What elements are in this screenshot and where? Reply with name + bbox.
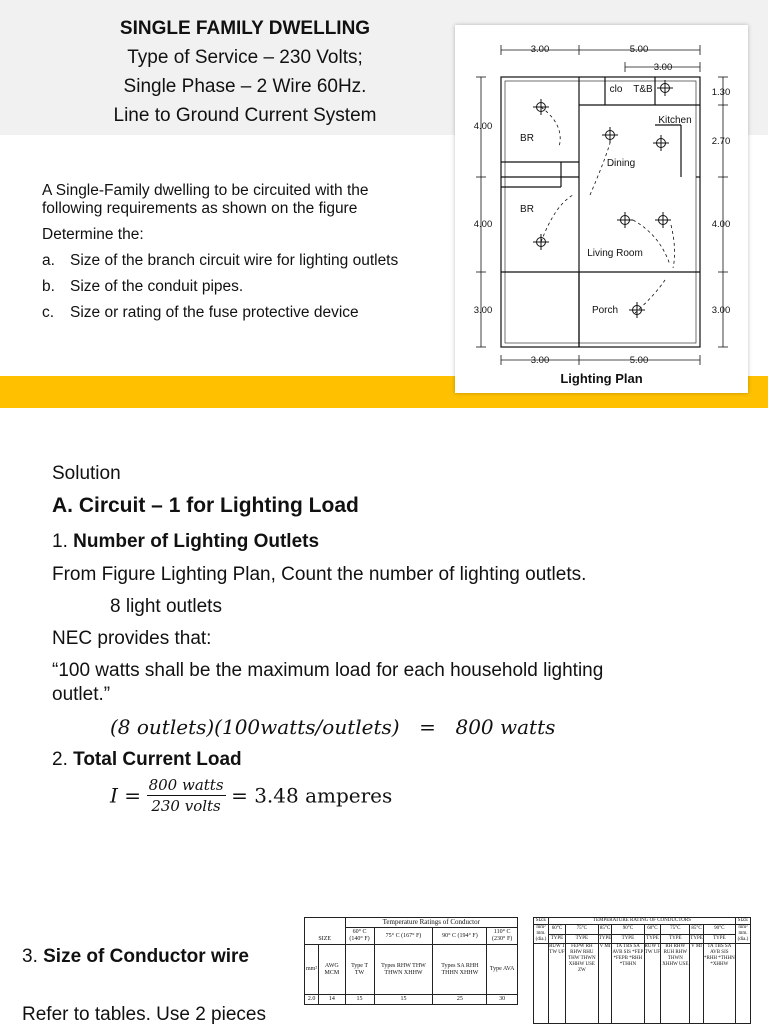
table-temp-header: 60°C	[644, 925, 661, 935]
table-unit-header: AWG MCM	[319, 945, 345, 995]
dim-left-2: 4.00	[473, 219, 493, 230]
conductor-ampacity-table	[304, 917, 518, 1024]
step-3-heading	[22, 946, 249, 968]
table-cell: 2.0	[305, 995, 319, 1005]
table-cell: 25	[433, 995, 487, 1005]
table-type-list: TA TBS SA AVB SIS *FEP *FEPB *RHH *THHN	[612, 944, 644, 1024]
room-label-kitchen: Kitchen	[658, 115, 692, 126]
room-label-br-1: BR	[520, 133, 534, 144]
floor-plan-drawing	[455, 25, 748, 393]
lighting-plan-figure	[455, 25, 748, 393]
equation-equals: =	[419, 715, 436, 739]
table-temp-header: 60° C (140° F)	[345, 928, 374, 945]
table-type-label: TYPE	[703, 934, 735, 944]
dim-bottom-left: 3.00	[530, 355, 550, 366]
problem-description	[42, 182, 412, 330]
table-cell: 15	[374, 995, 433, 1005]
table-temp-header: 75° C (167° F)	[374, 928, 433, 945]
table-temp-header: 110° C (230° F)	[487, 928, 518, 945]
table-cell	[534, 944, 549, 1024]
table-title: Temperature Ratings of Conductor	[345, 918, 517, 928]
room-label-br-2: BR	[520, 204, 534, 215]
step-1-heading	[52, 530, 319, 554]
table-type-header: Type T TW	[345, 945, 374, 995]
table-type-label: TYPE	[690, 934, 704, 944]
step-title: Size of Conductor wire	[43, 946, 249, 967]
step-1-text: From Figure Lighting Plan, Count the number of lighting outlets.	[52, 564, 587, 585]
table-temp-header: 90° C (194° F)	[433, 928, 487, 945]
list-marker: c.	[42, 304, 55, 321]
current-fraction	[147, 775, 226, 816]
list-item	[42, 278, 412, 296]
table-temp-header: 90°C	[703, 925, 735, 935]
nec-intro: NEC provides that:	[52, 628, 212, 649]
determine-label: Determine the:	[42, 226, 144, 243]
conductor-rating-table	[533, 917, 751, 1024]
list-item	[42, 304, 412, 322]
step-title: Total Current Load	[73, 749, 242, 770]
table-unit-header: mm²	[305, 945, 319, 995]
table-type-label: TYPE	[661, 934, 690, 944]
table-cell: 15	[345, 995, 374, 1005]
circuit-heading: A. Circuit – 1 for Lighting Load	[52, 494, 359, 517]
room-label-living-room: Living Room	[587, 248, 643, 259]
room-label-dining: Dining	[606, 158, 636, 169]
fraction-numerator: 800 watts	[148, 776, 224, 794]
dim-right-2: 2.70	[711, 136, 731, 147]
table-type-list: TA TBS SA AVB SIS *RHH *THHN *XHHW	[703, 944, 735, 1024]
dim-top-left: 3.00	[530, 44, 550, 55]
dim-left-3: 3.00	[473, 305, 493, 316]
table-type-label: TYPE	[549, 934, 566, 944]
table-type-header: Types RHW THW THWN XHHW	[374, 945, 433, 995]
step-title: Number of Lighting Outlets	[73, 531, 320, 552]
table-type-list: V MI	[598, 944, 612, 1024]
header	[30, 14, 460, 130]
problem-intro: A Single-Family dwelling to be circuited with the following requirements as shown on the figure	[42, 182, 369, 217]
room-label-closet: clo	[609, 84, 623, 95]
table-temp-header: 75°C	[661, 925, 690, 935]
list-item	[42, 252, 412, 270]
figure-caption: Lighting Plan	[560, 371, 643, 386]
table-temp-header: 85°C	[598, 925, 612, 935]
table-cell: 30	[487, 995, 518, 1005]
equation-load	[110, 715, 555, 740]
equation-lhs: (8 outlets)(100watts/outlets)	[110, 715, 400, 739]
refer-text: Refer to tables. Use 2 pieces	[22, 1004, 266, 1025]
solution-label: Solution	[52, 463, 121, 484]
table-type-label: TYPE	[598, 934, 612, 944]
room-label-porch: Porch	[591, 305, 619, 316]
dim-right-4: 3.00	[711, 305, 731, 316]
service-type: Type of Service – 230 Volts;	[127, 47, 363, 68]
table-temp-header: 90°C	[612, 925, 644, 935]
outlet-count: 8 light outlets	[110, 596, 222, 617]
phase-info: Single Phase – 2 Wire 60Hz.	[123, 76, 367, 97]
table-size-header: SIZE	[534, 918, 549, 925]
dim-top-right: 5.00	[629, 44, 649, 55]
table-type-label: TYPE	[565, 934, 598, 944]
table-title: TEMPERATURE RATING OF CONDUCTORS	[549, 918, 736, 925]
table-type-list: RUW T TW UF	[644, 944, 661, 1024]
step-2-heading	[52, 748, 242, 772]
table-cell	[735, 944, 750, 1024]
table-temp-header: 60°C	[549, 925, 566, 935]
list-marker: a.	[42, 252, 55, 269]
list-marker: b.	[42, 278, 55, 295]
table-type-header: Types SA RHH THHN XHHW	[433, 945, 487, 995]
nec-quote-line-2: outlet.”	[52, 684, 111, 705]
table-type-list: RH RHW RUH RHW THWN XHHW USE	[661, 944, 690, 1024]
table-cell: 14	[319, 995, 345, 1005]
table-size-header: SIZE	[305, 918, 346, 945]
table-type-label: TYPE	[644, 934, 661, 944]
list-text: Size of the conduit pipes.	[70, 278, 244, 295]
table-temp-header: 75°C	[565, 925, 598, 935]
dim-right-3: 4.00	[711, 219, 731, 230]
equation-rhs: 800 watts	[455, 715, 556, 739]
table-temp-header: 85°C	[690, 925, 704, 935]
system-info: Line to Ground Current System	[113, 105, 377, 126]
dim-left-1: 4.00	[473, 121, 493, 132]
table-unit-header: mm² mm.(dia.)	[534, 925, 549, 944]
step-number: 1.	[52, 531, 74, 552]
step-number: 3.	[22, 946, 44, 967]
dim-top-sub: 3.00	[653, 62, 673, 73]
table-type-list: RUW T TW UF	[549, 944, 566, 1024]
table-type-list: FEPW RH RHW RHU THW THWN XHHW USE ZW	[565, 944, 598, 1024]
table-size-header: SIZE	[735, 918, 750, 925]
step-number: 2.	[52, 749, 74, 770]
list-text: Size of the branch circuit wire for lighting outlets	[70, 252, 399, 269]
current-symbol: I =	[110, 783, 142, 808]
dim-bottom-right: 5.00	[629, 355, 649, 366]
room-label-toilet-bath: T&B	[633, 84, 653, 95]
nec-quote-line-1: “100 watts shall be the maximum load for each household lighting	[52, 660, 604, 681]
table-type-label: TYPE	[612, 934, 644, 944]
equation-current	[110, 775, 392, 816]
dim-right-1: 1.30	[711, 87, 731, 98]
list-text: Size or rating of the fuse protective device	[70, 304, 359, 321]
page-title: SINGLE FAMILY DWELLING	[119, 18, 371, 39]
table-unit-header: mm² mm.(dia.)	[735, 925, 750, 944]
table-type-header: Type AVA	[487, 945, 518, 995]
table-type-list: V MI	[690, 944, 704, 1024]
current-result: = 3.48 amperes	[231, 783, 393, 808]
fraction-denominator: 230 volts	[151, 797, 221, 815]
